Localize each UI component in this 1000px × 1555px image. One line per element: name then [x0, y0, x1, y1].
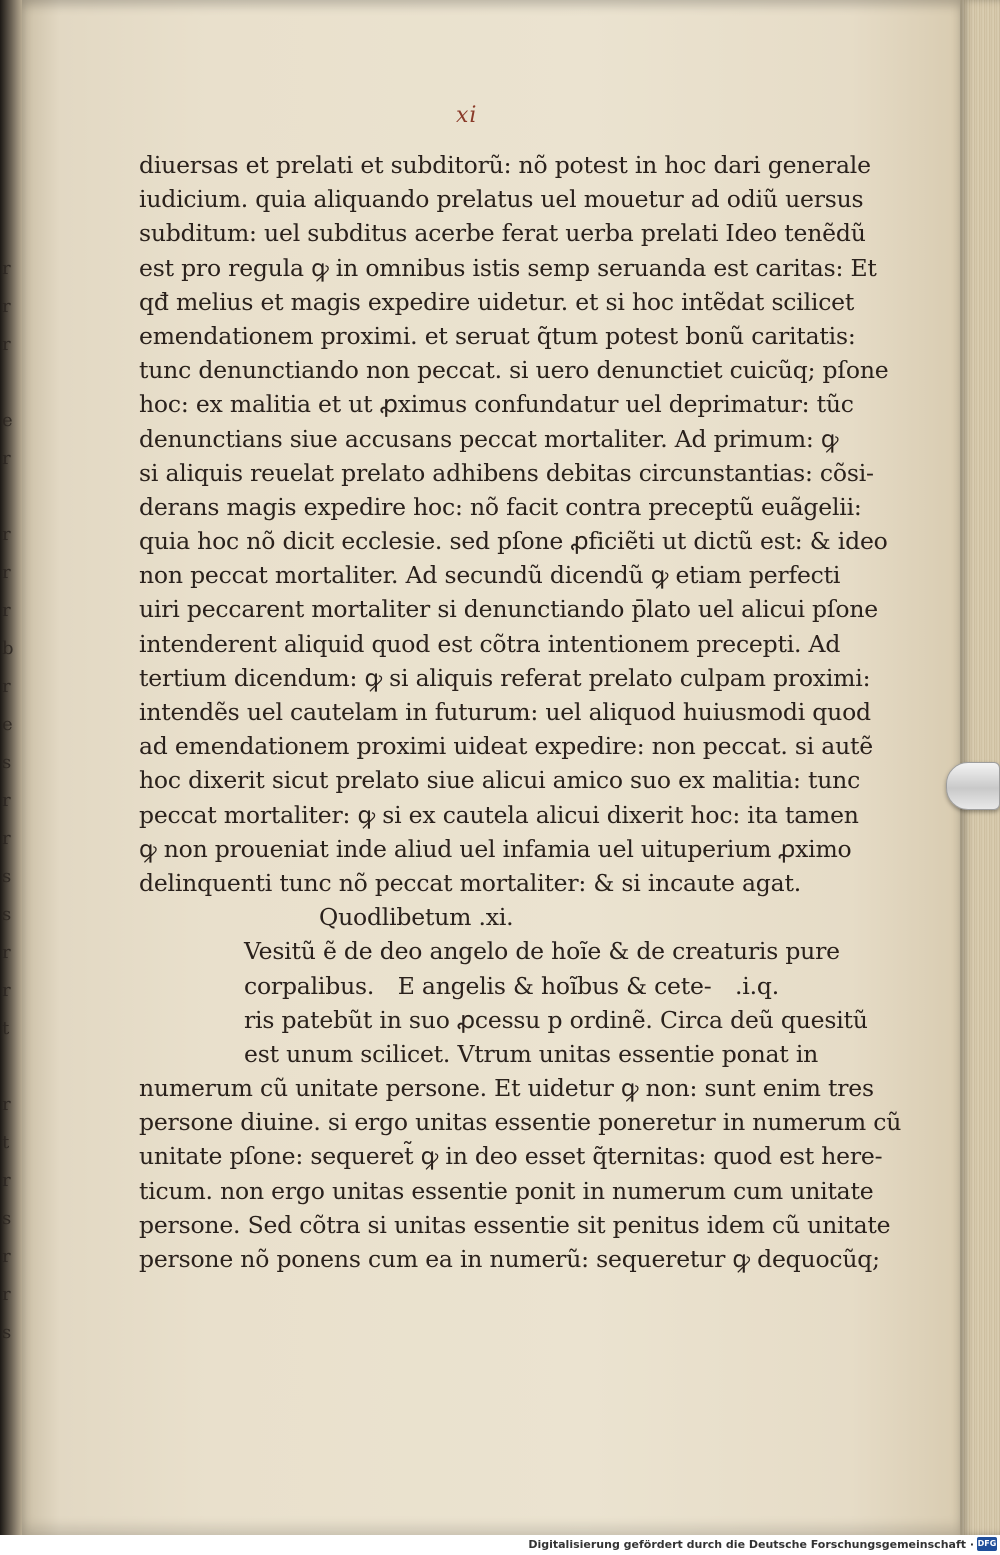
text-fragment: corpalibus.	[244, 971, 375, 1000]
facing-page-bleed: r r r e r r r r b r e s r r s s r r t r t r s r r s	[2, 258, 14, 1343]
text-line: ris patebũt in suo ꝓcessu p ordinẽ. Circa deũ quesitũ	[244, 1005, 868, 1034]
text-block	[139, 148, 902, 1276]
text-line: Vesitũ ẽ de deo angelo de hoĩe & de creaturis pure	[244, 937, 840, 966]
text-line: unitate pſone: sequeret̃ ꝙ in deo esset q̃ternitas: quod est here-	[139, 1142, 883, 1171]
text-line: emendationem proximi. et seruat q̃tum potest bonũ caritatis:	[139, 321, 856, 350]
page-clip	[946, 762, 1000, 810]
text-line: ticum. non ergo unitas essentie ponit in numerum cum unitate	[139, 1176, 874, 1205]
text-line: tunc denunctiando non peccat. si uero denunctiet cuicũq; pſone	[139, 356, 889, 385]
text-line: delinquenti tunc nõ peccat mortaliter: & si incaute agat.	[139, 868, 801, 897]
text-line	[139, 969, 779, 1003]
text-line: persone diuine. si ergo unitas essentie poneretur in numerum cũ	[139, 1108, 902, 1137]
text-line: qđ melius et magis expedire uidetur. et si hoc intẽdat scilicet	[139, 287, 855, 316]
dfg-logo: DFG	[977, 1537, 997, 1551]
text-line: hoc dixerit sicut prelato siue alicui amico suo ex malitia: tunc	[139, 766, 861, 795]
text-line: uiri peccarent mortaliter si denunctiando p̄lato uel alicui pſone	[139, 595, 878, 624]
text-line: ad emendationem proximi uideat expedire: non peccat. si autẽ	[139, 732, 873, 761]
text-line: persone nõ ponens cum ea in numerũ: sequeretur ꝙ dequocũq;	[139, 1245, 880, 1273]
text-line: diuersas et prelati et subditorũ: nõ potest in hoc dari generale	[139, 151, 871, 179]
text-line: quia hoc nõ dicit ecclesie. sed pſone ꝓficiẽti ut dictũ est: & ideo	[139, 527, 888, 556]
text-fragment: E angelis & hoĩbus & cete-	[397, 971, 712, 1000]
text-line: derans magis expedire hoc: nõ facit contra preceptũ euãgelii:	[139, 492, 862, 521]
text-line: si aliquis reuelat prelato adhibens debitas circunstantias: cõsi-	[139, 458, 874, 487]
text-line: non peccat mortaliter. Ad secundũ dicendũ ꝙ etiam perfecti	[139, 561, 841, 590]
text-line: numerum cũ unitate persone. Et uidetur ꝙ non: sunt enim tres	[139, 1074, 874, 1103]
section-heading: Quodlibetum .xi.	[319, 903, 514, 932]
folio-number: xi	[456, 103, 478, 128]
text-line: denunctians siue accusans peccat mortaliter. Ad primum: ꝙ	[139, 424, 839, 453]
funding-credit: Digitalisierung gefördert durch die Deutsche Forschungsgemeinschaft ·	[528, 1538, 974, 1551]
text-line: est pro regula ꝙ in omnibus istis semp seruanda est caritas: Et	[139, 253, 877, 282]
text-line: ꝙ non proueniat inde aliud uel infamia uel uituperium ꝓximo	[139, 834, 852, 863]
text-line: intenderent aliquid quod est cõtra intentionem precepti. Ad	[139, 629, 841, 658]
text-line: persone. Sed cõtra si unitas essentie sit penitus idem cũ unitate	[139, 1210, 891, 1239]
text-fragment: .i.q.	[735, 971, 779, 1000]
text-line: peccat mortaliter: ꝙ si ex cautela alicui dixerit hoc: ita tamen	[139, 800, 859, 829]
text-line: iudicium. quia aliquando prelatus uel mouetur ad odiũ uersus	[139, 185, 864, 214]
text-line: subditum: uel subditus acerbe ferat uerba prelati Ideo tenẽdũ	[139, 219, 866, 248]
text-line: tertium dicendum: ꝙ si aliquis referat prelato culpam proximi:	[139, 663, 871, 692]
text-line: intendẽs uel cautelam in futurum: uel aliquod huiusmodi quod	[139, 698, 871, 726]
text-line: est unum scilicet. Vtrum unitas essentie ponat in	[244, 1039, 819, 1068]
text-line: hoc: ex malitia et ut ꝓximus confundatur uel deprimatur: tũc	[139, 390, 854, 419]
